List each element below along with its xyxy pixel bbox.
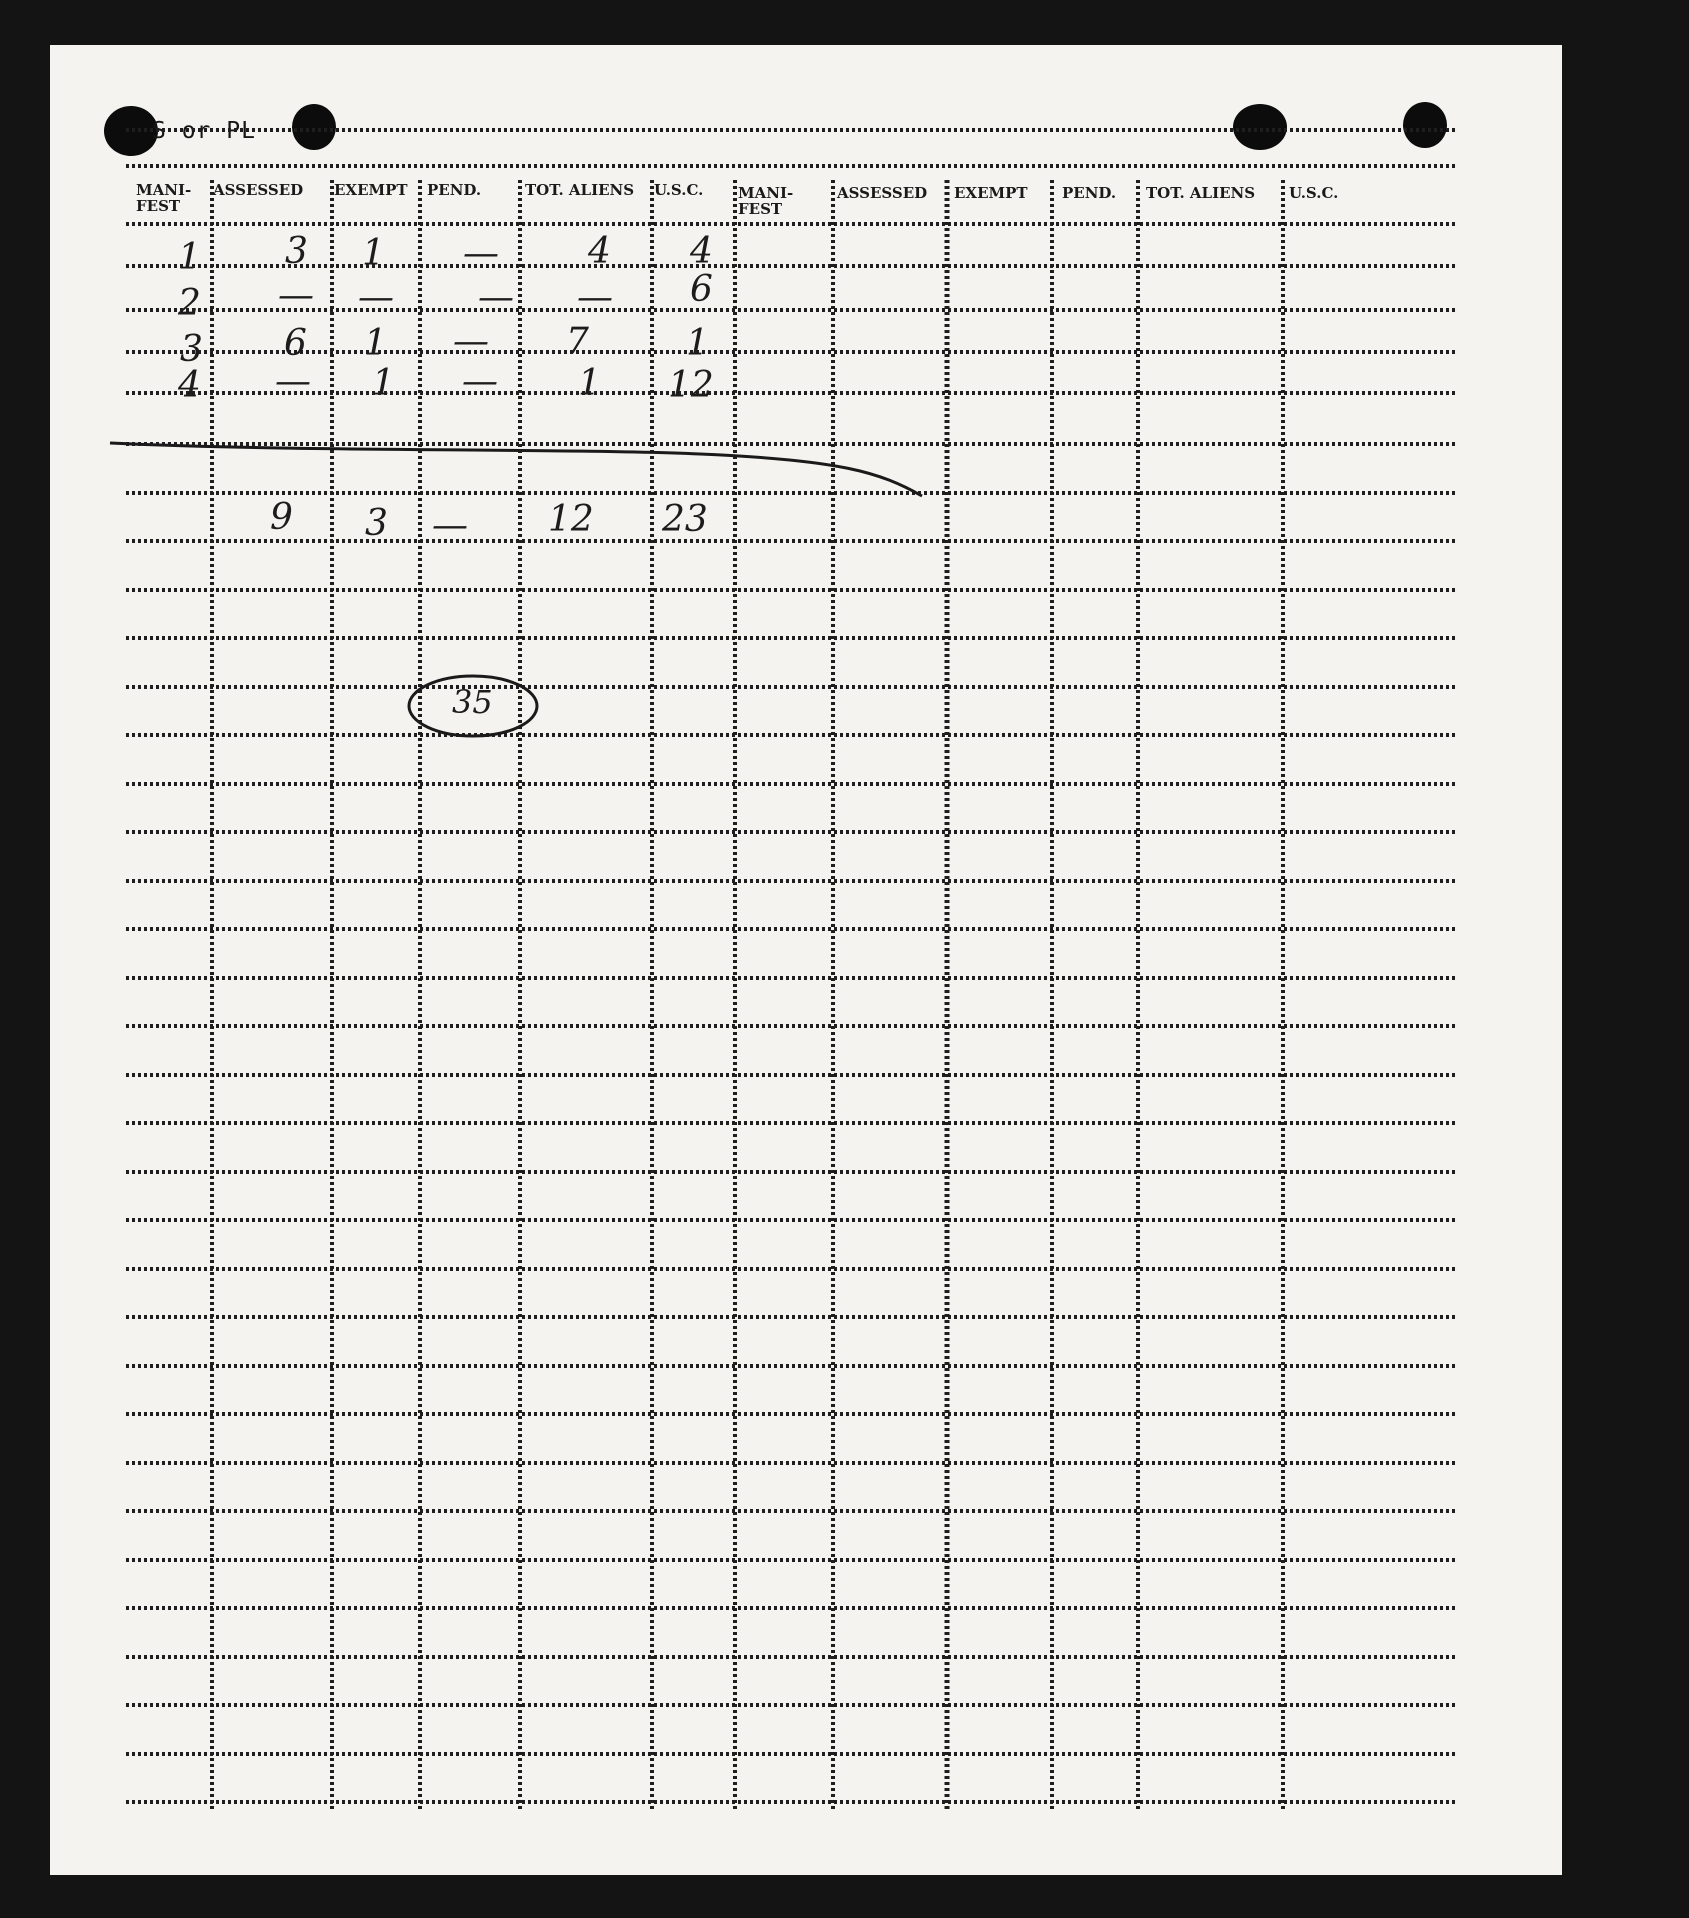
col-header-exempt-2: EXEMPT <box>954 184 1028 202</box>
cell-usc: 12 <box>668 365 714 406</box>
col-header-exempt: EXEMPT <box>334 181 408 199</box>
col-header-pend: PEND. <box>427 181 482 199</box>
cell-exempt: 1 <box>364 323 387 364</box>
col-header-pend-2: PEND. <box>1062 184 1117 202</box>
col-header-tot-aliens: TOT. ALIENS <box>525 181 635 199</box>
col-header-assessed-2: ASSESSED <box>837 184 928 202</box>
cell-manifest: 1 <box>178 237 201 278</box>
cell-tot-aliens: 1 <box>578 363 601 404</box>
cell-tot-aliens: 7 <box>566 321 589 362</box>
cell-manifest: 4 <box>178 365 201 406</box>
cell-exempt: — <box>358 277 394 318</box>
cell-assessed: — <box>278 275 314 316</box>
cell-assessed: 3 <box>285 231 308 272</box>
cell-pend: — <box>463 233 499 274</box>
total-assessed: 9 <box>270 497 293 538</box>
cell-assessed: — <box>275 361 311 402</box>
col-header-tot-aliens-2: TOT. ALIENS <box>1146 184 1256 202</box>
cell-usc: 4 <box>690 231 713 272</box>
cell-assessed: 6 <box>284 323 307 364</box>
total-exempt: 3 <box>365 503 388 544</box>
col-header-usc: U.S.C. <box>654 181 704 199</box>
col-header-manifest-2: MANI- FEST <box>738 184 794 218</box>
cell-manifest: 3 <box>180 329 203 370</box>
cell-pend: — <box>453 321 489 362</box>
total-usc: 23 <box>662 499 708 540</box>
form-header-label: S or PL <box>152 118 256 144</box>
cell-tot-aliens: 4 <box>588 231 611 272</box>
cell-manifest: 2 <box>178 283 201 324</box>
col-header-assessed: ASSESSED <box>213 181 304 199</box>
cell-pend: — <box>478 277 514 318</box>
total-pend: — <box>432 505 468 546</box>
total-tot-aliens: 12 <box>548 499 594 540</box>
cell-tot-aliens: — <box>577 277 613 318</box>
cell-pend: — <box>462 361 498 402</box>
cell-usc: 6 <box>690 269 713 310</box>
handwritten-total-line <box>110 443 922 496</box>
circled-note: 35 <box>452 683 493 721</box>
cell-usc: 1 <box>686 323 709 364</box>
cell-exempt: 1 <box>372 363 395 404</box>
col-header-usc-2: U.S.C. <box>1289 184 1339 202</box>
col-header-manifest: MANI- FEST <box>136 181 192 215</box>
cell-exempt: 1 <box>362 233 385 274</box>
